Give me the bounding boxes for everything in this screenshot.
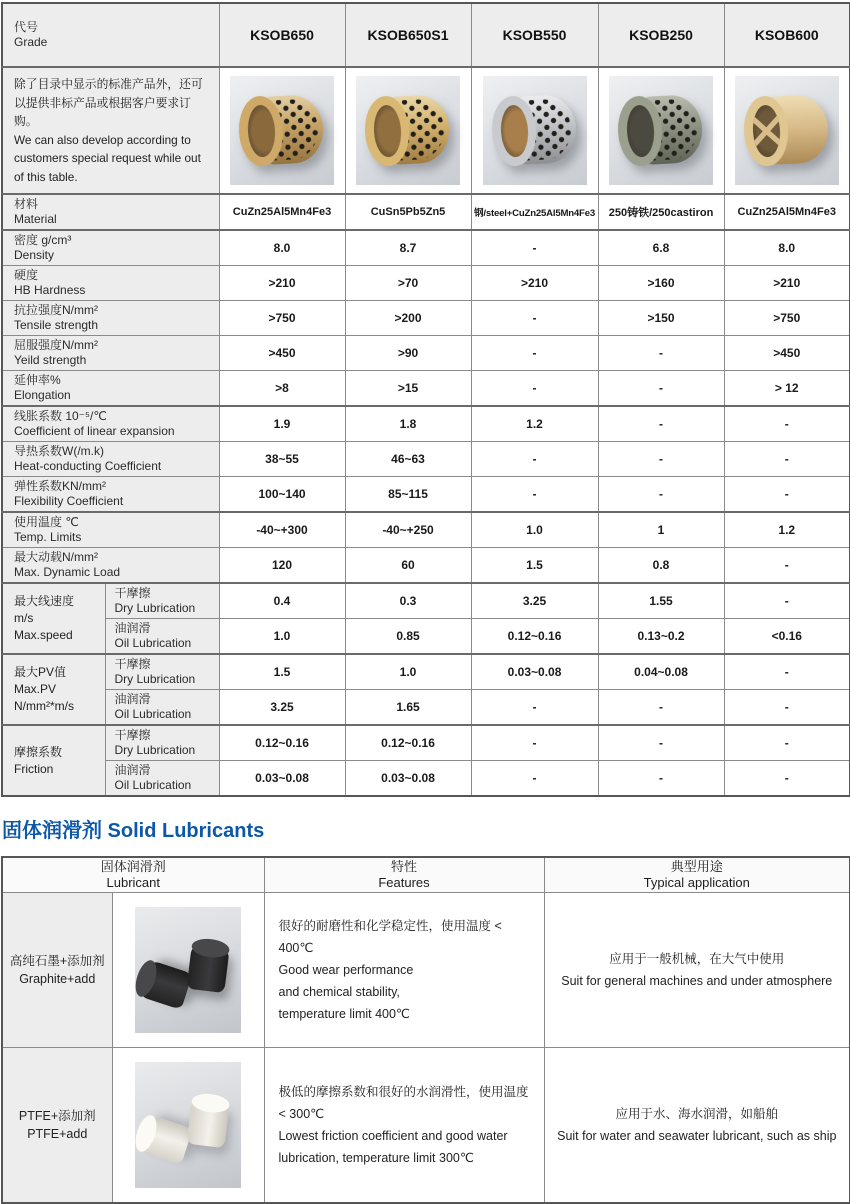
cell: - — [471, 371, 598, 407]
feature-line: temperature limit 400℃ — [278, 1007, 410, 1021]
cell: >160 — [598, 266, 724, 301]
cell: 38~55 — [219, 442, 345, 477]
feature-line: Good wear performance — [278, 963, 414, 977]
cell: 1.9 — [219, 406, 345, 442]
group-label-line: N/mm²*m/s — [14, 699, 74, 713]
sublabel-dry — [105, 725, 219, 761]
application-en: Suit for general machines and under atmosphere — [561, 974, 833, 988]
cell: >8 — [219, 371, 345, 407]
cell: - — [598, 442, 724, 477]
application-zh: 应用于一般机械，在大气中使用 — [609, 952, 785, 966]
grade-header-row — [2, 3, 850, 67]
sublabel-oil — [105, 690, 219, 726]
cell: 1.5 — [219, 654, 345, 690]
row-temp-limits — [2, 512, 850, 548]
lubricant-name-zh: 高纯石墨+添加剂 — [9, 954, 105, 968]
note-zh: 除了目录中显示的标准产品外，还可以提供非标产品或根据客户要求订购。 — [14, 77, 203, 128]
cell: 1.5 — [471, 548, 598, 584]
header-features — [264, 857, 544, 893]
cell: - — [598, 336, 724, 371]
product-photo-ksob650 — [230, 76, 334, 185]
corner-cell — [2, 3, 219, 67]
lubricant-name — [2, 1048, 112, 1204]
cell-material-ksob600: CuZn25Al5Mn4Fe3 — [724, 194, 850, 230]
custom-order-note — [2, 67, 219, 194]
sublabel-en: Oil Lubrication — [114, 636, 192, 650]
cell: 1.8 — [345, 406, 471, 442]
cell: - — [471, 725, 598, 761]
row-density — [2, 230, 850, 266]
product-photo-ksob650s1 — [356, 76, 460, 185]
cell: >450 — [724, 336, 850, 371]
cell: 46~63 — [345, 442, 471, 477]
grade-ksob550: KSOB550 — [471, 3, 598, 67]
row-label-en: Max. Dynamic Load — [14, 565, 121, 579]
cell: <0.16 — [724, 619, 850, 655]
header-en: Lubricant — [106, 875, 160, 890]
row-hardness — [2, 266, 850, 301]
sublabel-en: Dry Lubrication — [114, 601, 196, 615]
header-zh: 典型用途 — [670, 859, 723, 874]
grade-ksob650: KSOB650 — [219, 3, 345, 67]
cell: >210 — [219, 266, 345, 301]
cell: > 12 — [724, 371, 850, 407]
photo-cell-ksob600 — [724, 67, 850, 194]
sublabel-en: Oil Lubrication — [114, 707, 192, 721]
application-cell — [544, 893, 850, 1048]
feature-line: and chemical stability, — [278, 985, 400, 999]
cell: >750 — [219, 301, 345, 336]
spec-table — [1, 2, 850, 797]
lubricants-header-row — [2, 857, 850, 893]
row-label-en: Temp. Limits — [14, 530, 82, 544]
bushing-hole — [751, 104, 781, 157]
sublabel-zh: 油润滑 — [114, 763, 151, 777]
row-max-speed-dry — [2, 583, 850, 619]
sublabel-en: Oil Lubrication — [114, 778, 192, 792]
product-photo-ksob250 — [609, 76, 713, 185]
row-label — [2, 301, 219, 336]
lubricant-row-graphite — [2, 893, 850, 1048]
grade-ksob600: KSOB600 — [724, 3, 850, 67]
cell: - — [724, 725, 850, 761]
cell: - — [471, 230, 598, 266]
row-max-pv-oil — [2, 690, 850, 726]
cell: 0.03~0.08 — [219, 761, 345, 797]
cell: >70 — [345, 266, 471, 301]
row-label-en: HB Hardness — [14, 283, 86, 297]
cell: 6.8 — [598, 230, 724, 266]
lubricant-photo-cell — [112, 893, 264, 1048]
cell: 1.2 — [724, 512, 850, 548]
row-label — [2, 406, 219, 442]
row-label-zh: 硬度 — [14, 268, 39, 282]
cell-material-ksob650s1: CuSn5Pb5Zn5 — [345, 194, 471, 230]
row-label-zh: 材料 — [14, 197, 39, 211]
cell: - — [724, 548, 850, 584]
product-photo-ksob550 — [483, 76, 587, 185]
row-label-en: Density — [14, 248, 55, 262]
cell: - — [724, 583, 850, 619]
bushing-hole — [372, 104, 402, 157]
photo-cell-ksob650 — [219, 67, 345, 194]
cell-material-ksob550: 钢/steel+CuZn25Al5Mn4Fe3 — [471, 194, 598, 230]
row-label — [2, 266, 219, 301]
cell: - — [471, 690, 598, 726]
cell: - — [598, 690, 724, 726]
lubricant-name-en: Graphite+add — [19, 972, 96, 986]
bushing-hole — [499, 104, 529, 157]
cell: 0.85 — [345, 619, 471, 655]
cell: >210 — [471, 266, 598, 301]
application-en: Suit for water and seawater lubricant, such as ship — [557, 1129, 837, 1143]
bushing-hole — [625, 104, 655, 157]
sublabel-zh: 干摩擦 — [114, 657, 151, 671]
row-flexibility — [2, 477, 850, 513]
sublabel-zh: 油润滑 — [114, 692, 151, 706]
row-label — [2, 194, 219, 230]
row-max-pv-dry — [2, 654, 850, 690]
feature-line: 很好的耐磨性和化学稳定性，使用温度 < 400℃ — [278, 919, 502, 955]
cell: - — [724, 761, 850, 797]
cell: >450 — [219, 336, 345, 371]
bushing-graphic — [490, 92, 580, 168]
group-label-line: 最大线速度 — [14, 594, 75, 608]
bushing-graphic — [237, 92, 327, 168]
cell: -40~+300 — [219, 512, 345, 548]
cell: - — [724, 406, 850, 442]
bushing-hole — [246, 104, 276, 157]
header-typical-application — [544, 857, 850, 893]
row-friction-oil — [2, 761, 850, 797]
row-label — [2, 548, 219, 584]
cell: - — [471, 442, 598, 477]
lubricants-table — [1, 856, 850, 1204]
sublabel-zh: 油润滑 — [114, 621, 151, 635]
cell: 0.8 — [598, 548, 724, 584]
cell: - — [724, 654, 850, 690]
graphite-cylinder — [186, 945, 229, 993]
cell: 1.0 — [471, 512, 598, 548]
cell: - — [598, 725, 724, 761]
row-label — [2, 230, 219, 266]
row-label-en: Material — [14, 212, 57, 226]
cell: 100~140 — [219, 477, 345, 513]
features-cell — [264, 893, 544, 1048]
cell: >150 — [598, 301, 724, 336]
graphite-plugs-photo — [135, 907, 241, 1033]
row-max-dynamic-load — [2, 548, 850, 584]
row-material — [2, 194, 850, 230]
cell: 0.12~0.16 — [219, 725, 345, 761]
solid-lubricants-heading: 固体润滑剂 Solid Lubricants — [2, 820, 265, 842]
cell: 0.04~0.08 — [598, 654, 724, 690]
corner-label-en: Grade — [14, 35, 48, 49]
cell: 8.0 — [724, 230, 850, 266]
cell: 60 — [345, 548, 471, 584]
cell: >200 — [345, 301, 471, 336]
cell: - — [598, 477, 724, 513]
group-label-line: Friction — [14, 761, 54, 776]
row-label-zh: 使用温度 ℃ — [14, 515, 79, 529]
row-label — [2, 512, 219, 548]
cell: 0.4 — [219, 583, 345, 619]
sublabel-zh: 干摩擦 — [114, 728, 151, 742]
group-label-max-pv — [2, 654, 105, 725]
row-label-zh: 密度 g/cm³ — [14, 233, 72, 247]
cell: 0.3 — [345, 583, 471, 619]
features-cell — [264, 1048, 544, 1204]
cell: - — [471, 336, 598, 371]
lubricant-row-ptfe — [2, 1048, 850, 1204]
bushing-graphic — [363, 92, 453, 168]
group-label-max-speed — [2, 583, 105, 654]
cell: >15 — [345, 371, 471, 407]
application-zh: 应用于水、海水润滑，如船舶 — [615, 1107, 779, 1121]
row-tensile-strength — [2, 301, 850, 336]
ptfe-plugs-photo — [135, 1062, 241, 1188]
lubricant-name-en: PTFE+add — [27, 1127, 88, 1141]
cell: - — [598, 406, 724, 442]
header-en: Features — [378, 875, 430, 890]
lubricant-photo-cell — [112, 1048, 264, 1204]
row-label-zh: 屈服强度N/mm² — [14, 338, 98, 352]
row-label-en: Yeild strength — [14, 353, 87, 367]
cell-material-ksob250: 250铸铁/250castiron — [598, 194, 724, 230]
cell: 3.25 — [471, 583, 598, 619]
cell: >210 — [724, 266, 850, 301]
bushing-graphic — [742, 92, 832, 168]
cell: - — [598, 761, 724, 797]
photo-cell-ksob550 — [471, 67, 598, 194]
product-photo-ksob600 — [735, 76, 839, 185]
photo-cell-ksob650s1 — [345, 67, 471, 194]
row-elongation — [2, 371, 850, 407]
row-linear-expansion — [2, 406, 850, 442]
row-label — [2, 442, 219, 477]
cell: 1.65 — [345, 690, 471, 726]
bushing-inner-cross — [751, 104, 781, 157]
cell: 1.2 — [471, 406, 598, 442]
sublabel-en: Dry Lubrication — [114, 672, 196, 686]
cell: >750 — [724, 301, 850, 336]
row-friction-dry — [2, 725, 850, 761]
cell: 8.7 — [345, 230, 471, 266]
header-zh: 固体润滑剂 — [100, 859, 166, 874]
row-heat-conducting — [2, 442, 850, 477]
sublabel-oil — [105, 761, 219, 797]
sublabel-zh: 干摩擦 — [114, 586, 151, 600]
group-label-line: Max.PV — [14, 682, 57, 696]
sublabel-dry — [105, 583, 219, 619]
grade-ksob250: KSOB250 — [598, 3, 724, 67]
row-label-en: Coefficient of linear expansion — [14, 424, 175, 438]
cell: - — [724, 442, 850, 477]
row-max-speed-oil — [2, 619, 850, 655]
cell: 3.25 — [219, 690, 345, 726]
row-label — [2, 336, 219, 371]
row-label-zh: 延伸率% — [14, 373, 61, 387]
cell: - — [598, 371, 724, 407]
header-lubricant — [2, 857, 264, 893]
ptfe-cylinder — [186, 1100, 229, 1148]
ptfe-cylinder — [139, 1115, 193, 1165]
cell: 1.0 — [219, 619, 345, 655]
cell: 0.13~0.2 — [598, 619, 724, 655]
note-en: We can also develop according to customers special request while out of this table. — [14, 132, 201, 184]
header-en: Typical application — [643, 875, 750, 890]
cell: 1 — [598, 512, 724, 548]
feature-line: lubrication, temperature limit 300℃ — [278, 1151, 474, 1165]
graphite-cylinder — [139, 960, 193, 1010]
group-label-friction — [2, 725, 105, 796]
cell: 0.03~0.08 — [345, 761, 471, 797]
row-yield-strength — [2, 336, 850, 371]
row-label-en: Tensile strength — [14, 318, 99, 332]
cell-material-ksob650: CuZn25Al5Mn4Fe3 — [219, 194, 345, 230]
cell: 8.0 — [219, 230, 345, 266]
row-label-zh: 线胀系数 10⁻⁵/℃ — [14, 409, 107, 423]
application-cell — [544, 1048, 850, 1204]
row-label-en: Elongation — [14, 388, 71, 402]
cell: 120 — [219, 548, 345, 584]
row-label-zh: 最大动载N/mm² — [14, 550, 98, 564]
cell: 0.03~0.08 — [471, 654, 598, 690]
sublabel-oil — [105, 619, 219, 655]
cell: - — [724, 477, 850, 513]
row-label — [2, 371, 219, 407]
group-label-line: Max.speed — [14, 628, 73, 642]
row-label-zh: 导热系数W(/m.k) — [14, 444, 104, 458]
cell: 0.12~0.16 — [471, 619, 598, 655]
feature-line: 极低的摩擦系数和很好的水润滑性，使用温度 < 300℃ — [278, 1085, 529, 1121]
group-label-line: 摩擦系数 — [14, 744, 63, 759]
lubricant-name-zh: PTFE+添加剂 — [18, 1109, 96, 1123]
feature-line: Lowest friction coefficient and good water — [278, 1129, 508, 1143]
cell: -40~+250 — [345, 512, 471, 548]
cell: >90 — [345, 336, 471, 371]
row-label-zh: 抗拉强度N/mm² — [14, 303, 98, 317]
cell: - — [471, 301, 598, 336]
row-label — [2, 477, 219, 513]
lubricant-name — [2, 893, 112, 1048]
cell: - — [724, 690, 850, 726]
row-label-en: Flexibility Coefficient — [14, 494, 124, 508]
row-label-zh: 弹性系数KN/mm² — [14, 479, 106, 493]
header-zh: 特性 — [391, 859, 418, 874]
cell: 0.12~0.16 — [345, 725, 471, 761]
cell: 85~115 — [345, 477, 471, 513]
row-label-en: Heat-conducting Coefficient — [14, 459, 162, 473]
sublabel-dry — [105, 654, 219, 690]
product-photo-row — [2, 67, 850, 194]
group-label-line: 最大PV值 — [14, 665, 67, 679]
cell: - — [471, 477, 598, 513]
bushing-graphic — [616, 92, 706, 168]
grade-ksob650s1: KSOB650S1 — [345, 3, 471, 67]
photo-cell-ksob250 — [598, 67, 724, 194]
corner-label-zh: 代号 — [14, 20, 39, 34]
cell: 1.55 — [598, 583, 724, 619]
cell: 1.0 — [345, 654, 471, 690]
group-label-line: m/s — [14, 611, 34, 625]
sublabel-en: Dry Lubrication — [114, 743, 196, 757]
cell: - — [471, 761, 598, 797]
